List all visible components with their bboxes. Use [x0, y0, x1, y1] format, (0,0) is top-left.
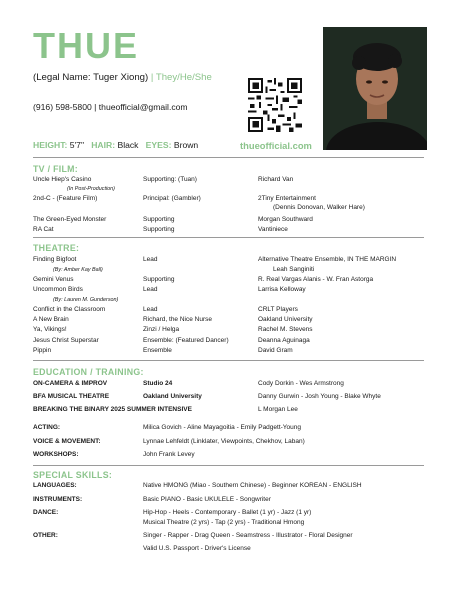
credit-company: Leah Sanginiti	[273, 266, 315, 273]
credit-title: Finding Bigfoot	[33, 256, 77, 263]
credit-role: Principal: (Gambler)	[143, 195, 201, 202]
credit-role: Lead	[143, 306, 158, 313]
divider	[33, 465, 424, 466]
training-category: VOICE & MOVEMENT:	[33, 438, 101, 445]
training-school: Oakland University	[143, 393, 202, 400]
skill-detail: Native HMONG (Miao - Southern Chinese) - Beginner KOREAN - ENGLISH	[143, 482, 362, 489]
credit-title: The Green-Eyed Monster	[33, 216, 107, 223]
training-detail: Milica Govich - Aline Mayagoitia - Emily Padgett-Young	[143, 424, 301, 431]
legal-name: (Legal Name: Tuger Xiong)	[33, 72, 149, 83]
eyes-label: EYES:	[145, 140, 172, 150]
credit-title: Ya, Vikings!	[33, 326, 67, 333]
legal-name-line	[33, 72, 212, 83]
credit-role: Ensemble: (Featured Dancer)	[143, 337, 229, 344]
special-skills-heading: SPECIAL SKILLS:	[33, 470, 113, 480]
skill-category: DANCE:	[33, 509, 59, 516]
training-detail: John Frank Levey	[143, 451, 195, 458]
skill-category: LANGUAGES:	[33, 482, 77, 489]
education-heading: EDUCATION / TRAINING:	[33, 367, 144, 377]
credit-role: Supporting	[143, 276, 175, 283]
credit-company: Morgan Southward	[258, 216, 313, 223]
credit-company: Larrisa Kelloway	[258, 286, 306, 293]
credit-role: Supporting	[143, 216, 175, 223]
training-category: ACTING:	[33, 424, 61, 431]
credit-title: Pippin	[33, 347, 52, 354]
hair-label: HAIR:	[91, 140, 116, 150]
credit-title: A New Brain	[33, 316, 69, 323]
credit-role: Ensemble	[143, 347, 172, 354]
hair-value: Black	[117, 140, 139, 150]
credit-title: (By: Amber Kay Ball)	[53, 267, 103, 273]
credit-company: Richard Van	[258, 176, 294, 183]
credit-role: Richard, the Nice Nurse	[143, 316, 212, 323]
skill-category: OTHER:	[33, 532, 58, 539]
skill-detail: Hip-Hop - Heels - Contemporary - Ballet (1 yr) - Jazz (1 yr)	[143, 509, 312, 516]
skill-detail: Musical Theatre (2 yrs) - Tap (2 yrs) - Traditional Hmong	[143, 519, 305, 526]
credit-title: Gemini Venus	[33, 276, 74, 283]
credit-title: (By: Lauren M. Gunderson)	[53, 297, 119, 303]
divider	[33, 157, 424, 158]
eyes-value: Brown	[173, 140, 199, 150]
training-program: BREAKING THE BINARY 2025 SUMMER INTENSIVE	[33, 406, 192, 413]
credit-company: Rachel M. Stevens	[258, 326, 313, 333]
credit-role: Lead	[143, 286, 158, 293]
credit-company: Deanna Aguinaga	[258, 337, 310, 344]
credit-company: CRLT Players	[258, 306, 298, 313]
height-value: 5'7"	[69, 140, 85, 150]
training-instructors: L Morgan Lee	[258, 406, 298, 413]
qr-code-icon	[248, 78, 302, 132]
physical-stats	[33, 140, 198, 150]
skill-detail: Valid U.S. Passport - Driver's License	[143, 545, 251, 552]
website-link[interactable]: thueofficial.com	[240, 140, 312, 151]
height-label: HEIGHT:	[33, 140, 68, 150]
training-program: BFA MUSICAL THEATRE	[33, 393, 110, 400]
divider	[33, 237, 424, 238]
credit-company: (Dennis Donovan, Walker Hare)	[273, 204, 365, 211]
credit-company: Oakland University	[258, 316, 313, 323]
training-detail: Lynnae Lehfeldt (Linklater, Viewpoints, Chekhov, Laban)	[143, 438, 305, 445]
skill-category: INSTRUMENTS:	[33, 496, 83, 503]
headshot-photo	[323, 27, 427, 150]
credit-company: David Gram	[258, 347, 293, 354]
divider	[33, 360, 424, 361]
credit-company: Vantiniece	[258, 226, 288, 233]
credit-company: R. Real Vargas Alanis - W. Fran Astorga	[258, 276, 374, 283]
credit-title: 2nd-C - (Feature Film)	[33, 195, 98, 202]
skill-detail: Basic PIANO - Basic UKULELE - Songwriter	[143, 496, 271, 503]
credit-title: RA Cat	[33, 226, 54, 233]
credit-role: Supporting: (Tuan)	[143, 176, 197, 183]
credit-title: Uncle Hiep's Casino	[33, 176, 92, 183]
credit-title: Jesus Christ Superstar	[33, 337, 99, 344]
performer-name: THUE	[33, 25, 139, 66]
theatre-heading: THEATRE:	[33, 243, 80, 253]
credit-role: Zinzi / Helga	[143, 326, 180, 333]
training-program: ON-CAMERA & IMPROV	[33, 380, 108, 387]
training-school: Studio 24	[143, 380, 173, 387]
skill-detail: Singer - Rapper - Drag Queen - Seamstress - Illustrator - Floral Designer	[143, 532, 353, 539]
credit-role: Supporting	[143, 226, 175, 233]
training-instructors: Danny Gurwin - Josh Young - Blake Whyte	[258, 393, 381, 400]
credit-company: 2Tiny Entertainment	[258, 195, 316, 202]
headshot-illustration	[323, 27, 427, 150]
tv-film-heading: TV / FILM:	[33, 164, 79, 174]
credit-title: Conflict in the Classroom	[33, 306, 106, 313]
pronouns: | They/He/She	[150, 72, 212, 83]
training-instructors: Cody Dorkin - Wes Armstrong	[258, 380, 344, 387]
credit-title: (In Post-Production)	[67, 186, 115, 192]
credit-company: Alternative Theatre Ensemble, IN THE MARGIN	[258, 256, 397, 263]
training-category: WORKSHOPS:	[33, 451, 79, 458]
credit-title: Uncommon Birds	[33, 286, 83, 293]
credit-role: Lead	[143, 256, 158, 263]
contact-info: (916) 598-5800 | thueofficial@gmail.com	[33, 102, 188, 112]
